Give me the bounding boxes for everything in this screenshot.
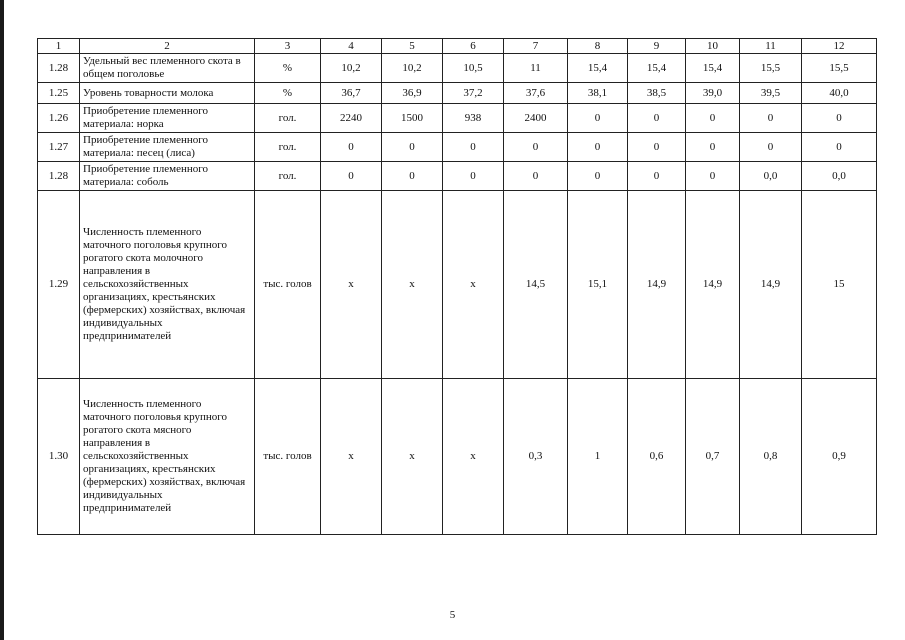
header-cell: 8 (568, 39, 628, 54)
header-cell: 6 (443, 39, 504, 54)
page-number: 5 (449, 609, 456, 621)
row-number: 1.30 (38, 379, 80, 535)
value-cell: х (321, 191, 382, 379)
value-cell: х (321, 379, 382, 535)
value-cell: 0,7 (686, 379, 740, 535)
value-cell: 0 (628, 133, 686, 162)
value-cell: 38,5 (628, 83, 686, 104)
header-cell: 2 (80, 39, 255, 54)
value-cell: 37,6 (504, 83, 568, 104)
value-cell: 0 (321, 162, 382, 191)
value-cell: 0 (568, 133, 628, 162)
value-cell: 2400 (504, 104, 568, 133)
table-row (38, 104, 877, 133)
value-cell: 11 (504, 54, 568, 83)
value-cell: х (382, 379, 443, 535)
value-cell: 15,4 (568, 54, 628, 83)
table-row (38, 162, 877, 191)
header-cell: 5 (382, 39, 443, 54)
value-cell: 0 (802, 104, 877, 133)
value-cell: 0 (686, 133, 740, 162)
value-cell: 39,5 (740, 83, 802, 104)
indicator-name: Удельный вес племенного скота в общем поголовье (80, 54, 255, 83)
table-row (38, 379, 877, 535)
value-cell: 15,5 (740, 54, 802, 83)
value-cell: 14,5 (504, 191, 568, 379)
indicator-name: Уровень товарности молока (80, 83, 255, 104)
value-cell: 0,0 (740, 162, 802, 191)
value-cell: 0,6 (628, 379, 686, 535)
value-cell: 38,1 (568, 83, 628, 104)
scan-edge-shadow (0, 0, 4, 640)
row-number: 1.26 (38, 104, 80, 133)
value-cell: 0 (443, 162, 504, 191)
value-cell: 0 (628, 104, 686, 133)
value-cell: 15,4 (686, 54, 740, 83)
header-cell: 10 (686, 39, 740, 54)
value-cell: 0 (568, 104, 628, 133)
header-cell: 9 (628, 39, 686, 54)
indicator-name: Приобретение племенного материала: соболь (80, 162, 255, 191)
column-number-row (38, 39, 877, 54)
table-row (38, 54, 877, 83)
value-cell: 1500 (382, 104, 443, 133)
value-cell: 0 (504, 133, 568, 162)
row-number: 1.28 (38, 54, 80, 83)
value-cell: 0 (568, 162, 628, 191)
value-cell: 0 (628, 162, 686, 191)
indicator-name: Численность племенного маточного поголовья крупного рогатого скота мясного направления в сельскохозяйственных организациях, крестьянских (фермерских) хозяйствах, включая индивидуальных предпринимателей (80, 379, 255, 535)
value-cell: 0,3 (504, 379, 568, 535)
value-cell: 10,2 (321, 54, 382, 83)
value-cell: 0,8 (740, 379, 802, 535)
value-cell: 0 (382, 162, 443, 191)
unit-cell: тыс. голов (255, 191, 321, 379)
row-number: 1.29 (38, 191, 80, 379)
header-cell: 7 (504, 39, 568, 54)
value-cell: 36,7 (321, 83, 382, 104)
value-cell: 36,9 (382, 83, 443, 104)
value-cell: 0 (443, 133, 504, 162)
value-cell: 0 (740, 133, 802, 162)
value-cell: 0 (321, 133, 382, 162)
row-number: 1.28 (38, 162, 80, 191)
unit-cell: % (255, 83, 321, 104)
unit-cell: гол. (255, 162, 321, 191)
value-cell: 40,0 (802, 83, 877, 104)
value-cell: 37,2 (443, 83, 504, 104)
table-row (38, 83, 877, 104)
value-cell: 10,2 (382, 54, 443, 83)
value-cell: 0 (382, 133, 443, 162)
header-cell: 1 (38, 39, 80, 54)
header-cell: 3 (255, 39, 321, 54)
unit-cell: гол. (255, 104, 321, 133)
value-cell: 0,0 (802, 162, 877, 191)
value-cell: х (443, 191, 504, 379)
indicators-table (37, 38, 877, 535)
table-row (38, 133, 877, 162)
value-cell: 1 (568, 379, 628, 535)
value-cell: 15,5 (802, 54, 877, 83)
value-cell: 15,1 (568, 191, 628, 379)
value-cell: 2240 (321, 104, 382, 133)
value-cell: х (443, 379, 504, 535)
value-cell: 39,0 (686, 83, 740, 104)
header-cell: 11 (740, 39, 802, 54)
value-cell: 15 (802, 191, 877, 379)
value-cell: 14,9 (628, 191, 686, 379)
value-cell: 0 (802, 133, 877, 162)
row-number: 1.25 (38, 83, 80, 104)
value-cell: 0 (686, 162, 740, 191)
value-cell: 0,9 (802, 379, 877, 535)
value-cell: 10,5 (443, 54, 504, 83)
value-cell: 938 (443, 104, 504, 133)
value-cell: 14,9 (740, 191, 802, 379)
value-cell: 0 (504, 162, 568, 191)
indicator-name: Приобретение племенного материала: песец (лиса) (80, 133, 255, 162)
value-cell: х (382, 191, 443, 379)
table-row (38, 191, 877, 379)
header-cell: 12 (802, 39, 877, 54)
indicator-name: Приобретение племенного материала: норка (80, 104, 255, 133)
unit-cell: % (255, 54, 321, 83)
row-number: 1.27 (38, 133, 80, 162)
value-cell: 0 (740, 104, 802, 133)
value-cell: 15,4 (628, 54, 686, 83)
value-cell: 0 (686, 104, 740, 133)
value-cell: 14,9 (686, 191, 740, 379)
header-cell: 4 (321, 39, 382, 54)
unit-cell: тыс. голов (255, 379, 321, 535)
indicator-name: Численность племенного маточного поголовья крупного рогатого скота молочного направления в сельскохозяйственных организациях, крестьянских (фермерских) хозяйствах, включая индивидуальных предпринимателей (80, 191, 255, 379)
unit-cell: гол. (255, 133, 321, 162)
